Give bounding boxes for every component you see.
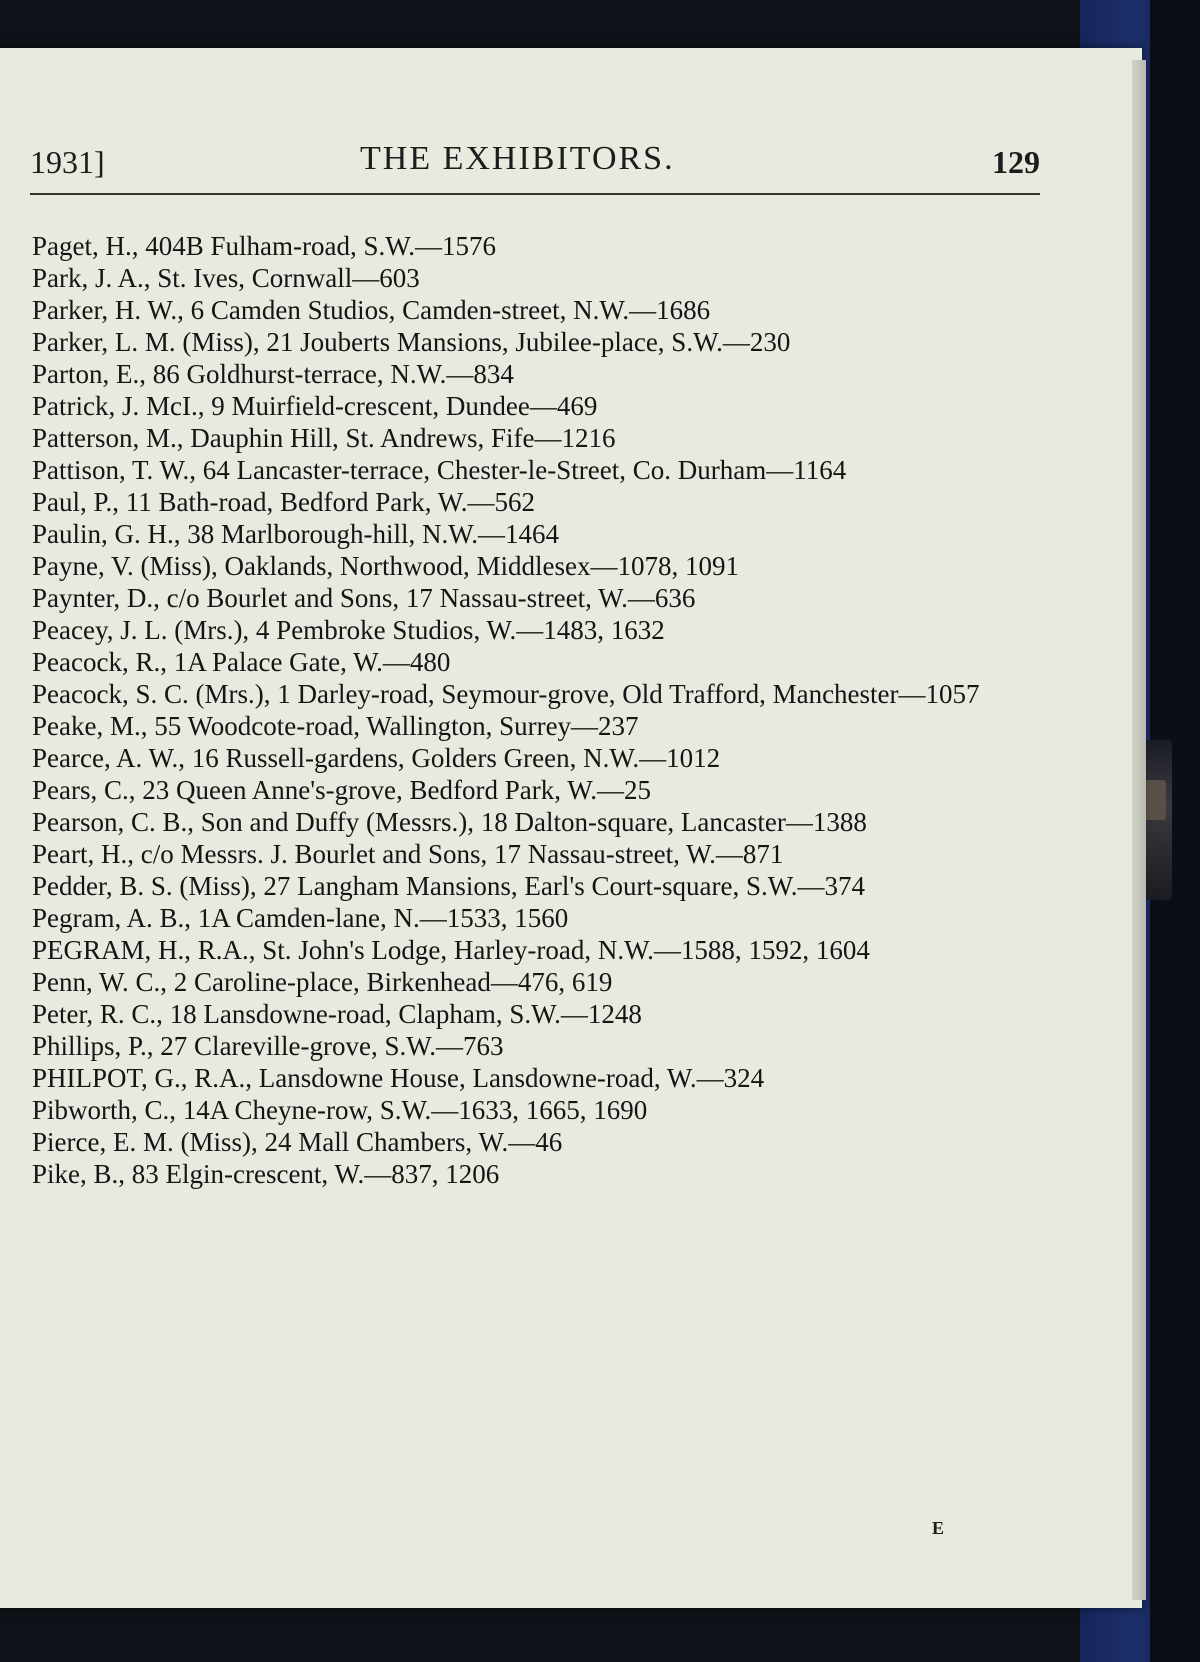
- list-item: PEGRAM, H., R.A., St. John's Lodge, Harley-road, N.W.—1588, 1592, 1604: [32, 935, 870, 965]
- list-item: Park, J. A., St. Ives, Cornwall—603: [32, 263, 420, 293]
- header-rule: [30, 193, 1040, 195]
- list-item: Paget, H., 404B Fulham-road, S.W.—1576: [32, 231, 496, 261]
- list-item: Peacock, R., 1A Palace Gate, W.—480: [32, 647, 451, 677]
- list-item: Peart, H., c/o Messrs. J. Bourlet and Sons, 17 Nassau-street, W.—871: [32, 839, 784, 869]
- list-item: Peter, R. C., 18 Lansdowne-road, Clapham, S.W.—1248: [32, 999, 642, 1029]
- list-item: Peacey, J. L. (Mrs.), 4 Pembroke Studios, W.—1483, 1632: [32, 615, 665, 645]
- list-item: Parker, L. M. (Miss), 21 Jouberts Mansions, Jubilee-place, S.W.—230: [32, 327, 791, 357]
- list-item: Pibworth, C., 14A Cheyne-row, S.W.—1633, 1665, 1690: [32, 1095, 648, 1125]
- page-number: 129: [992, 144, 1040, 180]
- list-item: Peake, M., 55 Woodcote-road, Wallington, Surrey—237: [32, 711, 639, 741]
- list-item: Peacock, S. C. (Mrs.), 1 Darley-road, Seymour-grove, Old Trafford, Manchester—1057: [32, 679, 980, 709]
- list-item: Pierce, E. M. (Miss), 24 Mall Chambers, W.—46: [32, 1127, 563, 1157]
- page-title: THE EXHIBITORS.: [360, 140, 675, 177]
- list-item: Payne, V. (Miss), Oaklands, Northwood, Middlesex—1078, 1091: [32, 551, 739, 581]
- header-year: 1931]: [30, 144, 105, 180]
- list-item: Pike, B., 83 Elgin-crescent, W.—837, 1206: [32, 1159, 500, 1189]
- list-item: Pattison, T. W., 64 Lancaster-terrace, Chester-le-Street, Co. Durham—1164: [32, 455, 847, 485]
- list-item: PHILPOT, G., R.A., Lansdowne House, Lansdowne-road, W.—324: [32, 1063, 765, 1093]
- list-item: Pearce, A. W., 16 Russell-gardens, Golders Green, N.W.—1012: [32, 743, 721, 773]
- signature-mark: E: [932, 1518, 945, 1538]
- exhibitor-list: [32, 230, 1037, 1190]
- list-item: Penn, W. C., 2 Caroline-place, Birkenhead—476, 619: [32, 967, 613, 997]
- list-item: Parton, E., 86 Goldhurst-terrace, N.W.—834: [32, 359, 514, 389]
- list-item: Patterson, M., Dauphin Hill, St. Andrews, Fife—1216: [32, 423, 616, 453]
- list-item: Parker, H. W., 6 Camden Studios, Camden-street, N.W.—1686: [32, 295, 711, 325]
- list-item: Phillips, P., 27 Clareville-grove, S.W.—763: [32, 1031, 504, 1061]
- list-item: Paulin, G. H., 38 Marlborough-hill, N.W.—1464: [32, 519, 559, 549]
- running-header: [30, 140, 1040, 190]
- list-item: Paynter, D., c/o Bourlet and Sons, 17 Nassau-street, W.—636: [32, 583, 696, 613]
- list-item: Pearson, C. B., Son and Duffy (Messrs.), 18 Dalton-square, Lancaster—1388: [32, 807, 867, 837]
- list-item: Patrick, J. McI., 9 Muirfield-crescent, Dundee—469: [32, 391, 598, 421]
- list-item: Paul, P., 11 Bath-road, Bedford Park, W.—562: [32, 487, 535, 517]
- list-item: Pegram, A. B., 1A Camden-lane, N.—1533, 1560: [32, 903, 569, 933]
- page-edge: [1132, 60, 1146, 1600]
- list-item: Pedder, B. S. (Miss), 27 Langham Mansions, Earl's Court-square, S.W.—374: [32, 871, 865, 901]
- list-item: Pears, C., 23 Queen Anne's-grove, Bedford Park, W.—25: [32, 775, 652, 805]
